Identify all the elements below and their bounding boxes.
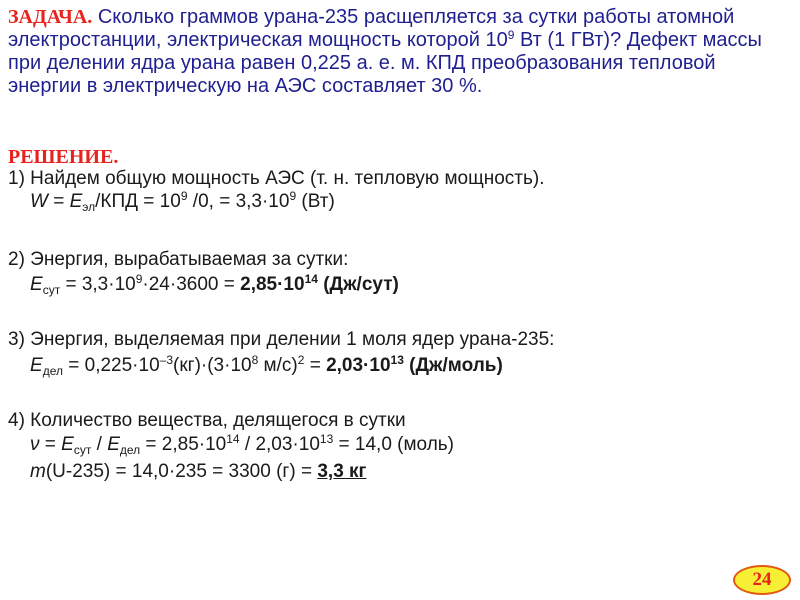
formula-text: м/с) bbox=[258, 355, 298, 376]
formula-exponent: 14 bbox=[226, 432, 240, 446]
power-symbol: W bbox=[30, 191, 48, 212]
formula-text: / 2,03·10 bbox=[239, 434, 320, 455]
energy-symbol: E bbox=[61, 434, 74, 455]
formula-text: /0, = 3,3·10 bbox=[187, 191, 290, 212]
step1-formula bbox=[30, 191, 335, 213]
formula-text: /КПД = 10 bbox=[95, 191, 181, 212]
energy-symbol: E bbox=[30, 274, 43, 295]
amount-symbol: ν bbox=[30, 434, 40, 455]
mass-symbol: m bbox=[30, 461, 46, 482]
formula-exponent: 13 bbox=[319, 432, 334, 446]
step4-title: 4) Количество вещества, делящегося в сутки bbox=[8, 410, 406, 431]
task-text-part1: Сколько граммов урана-235 расщепляется за сутки работы атомной электростанции, электрическая мощность которой 10 bbox=[8, 6, 735, 51]
task-statement bbox=[8, 6, 792, 98]
task-text-part2: Вт (1 ГВт)? Дефект массы при делении ядра урана равен 0,225 а. е. м. КПД преобразования тепловой энергии в электрическую на АЭС составляет 30 %. bbox=[8, 29, 762, 97]
formula-text: = bbox=[39, 434, 62, 455]
result-value: 2,85·10 bbox=[240, 274, 305, 295]
formula-text: (Вт) bbox=[296, 191, 335, 212]
formula-exponent: 8 bbox=[251, 353, 259, 367]
result-unit: (Дж/сут) bbox=[317, 274, 399, 295]
energy-symbol: E bbox=[69, 191, 83, 212]
step2-title: 2) Энергия, вырабатываемая за сутки: bbox=[8, 249, 349, 270]
energy-symbol: E bbox=[30, 355, 43, 376]
formula-text: = bbox=[304, 355, 327, 376]
final-answer: 3,3 кг bbox=[317, 461, 367, 482]
formula-text: = 2,85·10 bbox=[140, 434, 227, 455]
page-number-badge: 24 bbox=[733, 565, 791, 595]
formula-exponent: 9 bbox=[135, 272, 143, 286]
step3-title: 3) Энергия, выделяемая при делении 1 моля ядер урана-235: bbox=[8, 329, 555, 350]
energy-subscript: сут bbox=[73, 443, 92, 457]
formula-text: = bbox=[47, 191, 70, 212]
formula-text: = 14,0 (моль) bbox=[333, 434, 455, 455]
step2-formula bbox=[30, 274, 399, 296]
result-exponent: 14 bbox=[304, 272, 318, 286]
result-unit: (Дж/моль) bbox=[403, 355, 503, 376]
formula-text: = 0,225·10 bbox=[62, 355, 160, 376]
formula-exponent: –3 bbox=[159, 353, 173, 367]
formula-exponent: 9 bbox=[180, 189, 188, 203]
formula-text: ·24·3600 = bbox=[142, 274, 241, 295]
energy-subscript: дел bbox=[42, 364, 63, 378]
step1-title: 1) Найдем общую мощность АЭС (т. н. тепловую мощность). bbox=[8, 168, 545, 189]
result-exponent: 13 bbox=[390, 353, 404, 367]
solution-label: РЕШЕНИЕ. bbox=[8, 146, 119, 168]
formula-text: (кг)·(3·10 bbox=[173, 355, 252, 376]
energy-subscript: эл bbox=[82, 200, 96, 214]
formula-exponent: 9 bbox=[289, 189, 297, 203]
formula-text: (U-235) = 14,0·235 = 3300 (г) = bbox=[45, 461, 318, 482]
formula-text: = 3,3·10 bbox=[60, 274, 136, 295]
result-value: 2,03·10 bbox=[326, 355, 391, 376]
energy-symbol: E bbox=[107, 434, 120, 455]
step4-formula-mass bbox=[30, 461, 366, 483]
task-power-exponent: 9 bbox=[507, 28, 515, 42]
energy-subscript: дел bbox=[119, 443, 141, 457]
step3-formula bbox=[30, 355, 503, 377]
step4-formula-amount bbox=[30, 434, 454, 456]
energy-subscript: сут bbox=[42, 283, 61, 297]
formula-text: / bbox=[91, 434, 108, 455]
task-label: ЗАДАЧА. bbox=[8, 6, 93, 28]
formula-exponent: 2 bbox=[297, 353, 305, 367]
